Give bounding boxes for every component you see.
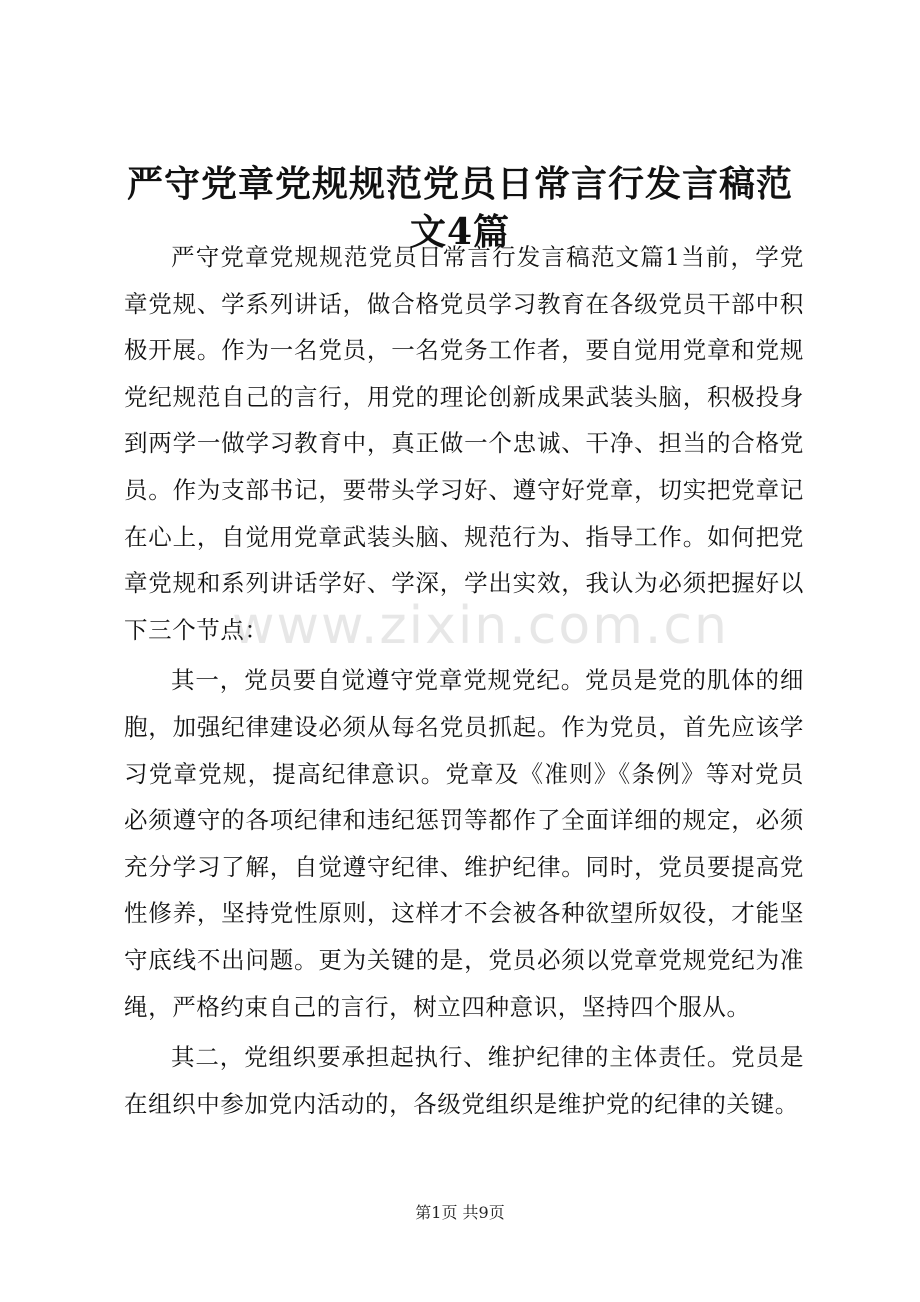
page-footer: 第1页 共9页 (415, 1203, 505, 1222)
paragraph-1: 严守党章党规规范党员日常言行发言稿范文篇1当前，学党章党规、学系列讲话，做合格党员学习教育在各级党员干部中积极开展。作为一名党员，一名党务工作者，要自觉用党章和党规党纪规范自己的言行，用党的理论创新成果武装头脑，积极投身到两学一做学习教育中，真正做一个忠诚、干净、担当的合格党员。作为支部书记，要带头学习好、遵守好党章，切实把党章记在心上，自觉用党章武装头脑、规范行为、指导工作。如何把党章党规和系列讲话学好、学深，学出实效，我认为必须把握好以下三个节点： (124, 243, 804, 644)
document-title: 严守党章党规规范党员日常言行发言稿范文4篇 (126, 163, 793, 253)
paragraph-3: 其二，党组织要承担起执行、维护纪律的主体责任。党员是在组织中参加党内活动的，各级党组织是维护党的纪律的关键。 (124, 1043, 804, 1118)
watermark: www.zixin.com.cn (232, 596, 729, 656)
paragraph-2: 其一，党员要自觉遵守党章党规党纪。党员是党的肌体的细胞，加强纪律建设必须从每名党员抓起。作为党员，首先应该学习党章党规，提高纪律意识。党章及《准则》《条例》等对党员必须遵守的各项纪律和违纪惩罚等都作了全面详细的规定，必须充分学习了解，自觉遵守纪律、维护纪律。同时，党员要提高党性修养，坚持党性原则，这样才不会被各种欲望所奴役，才能坚守底线不出问题。更为关键的是，党员必须以党章党规党纪为准绳，严格约束自己的言行，树立四种意识，坚持四个服从。 (124, 666, 804, 1021)
document-body (124, 234, 804, 1131)
